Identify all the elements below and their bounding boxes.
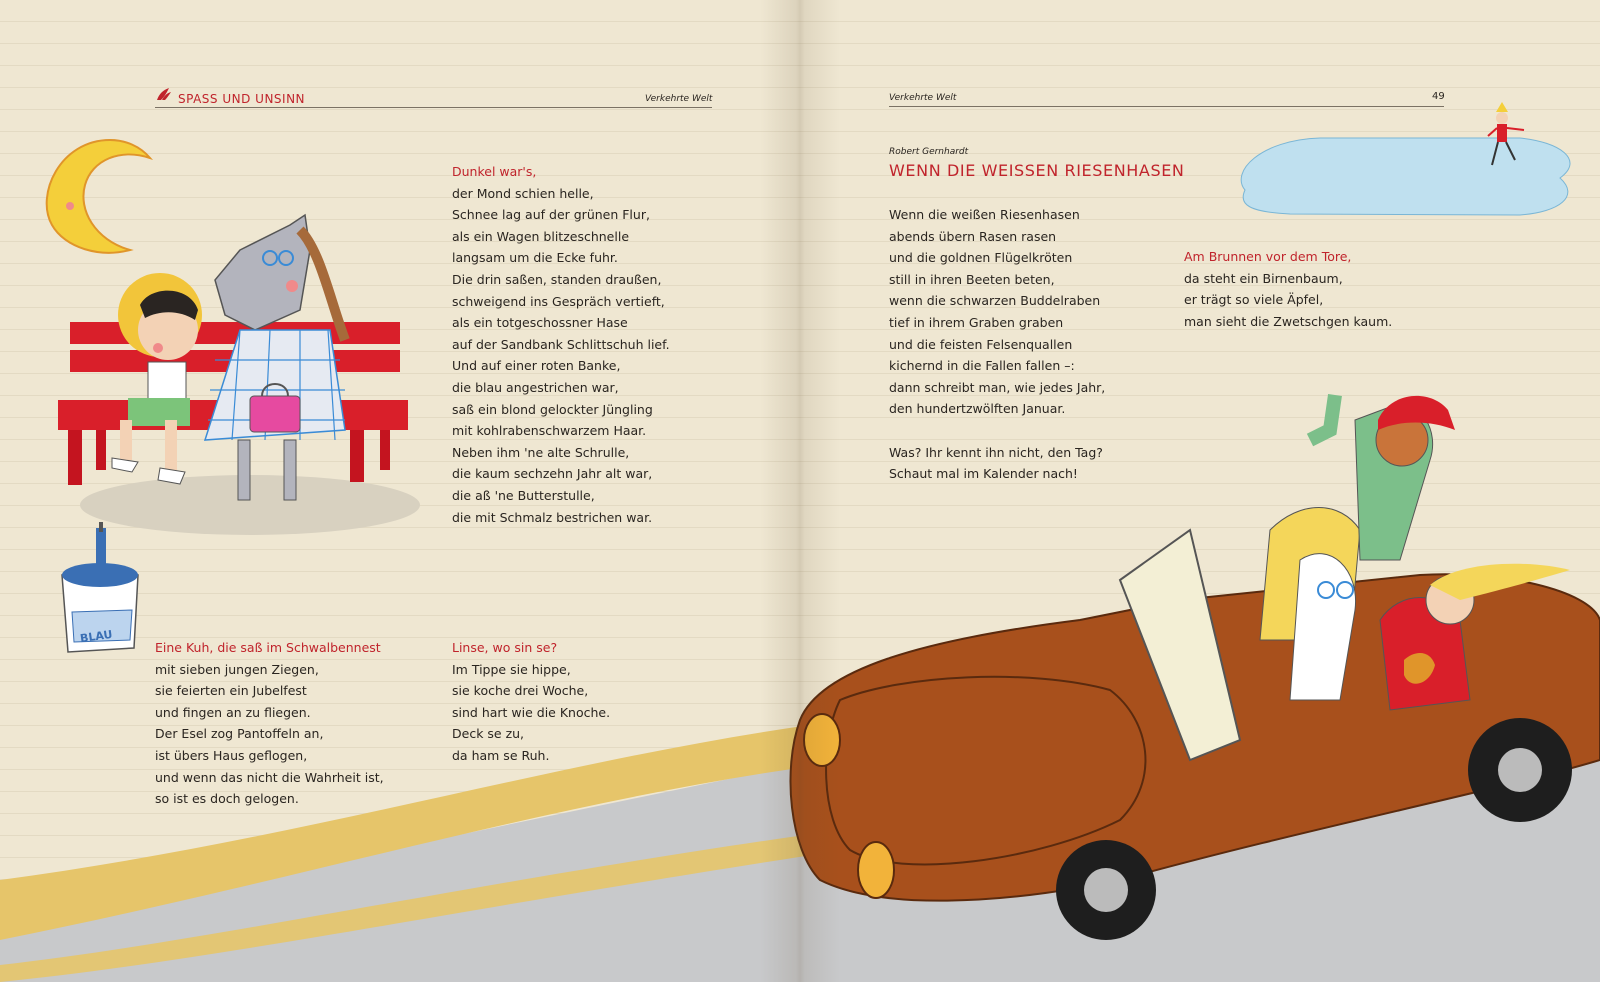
poem-line: Schaut mal im Kalender nach! [889,466,1078,482]
poem-line: auf der Sandbank Schlittschuh lief. [452,336,670,352]
running-head: SPASS UND UNSINN [178,92,306,106]
poem-line: und wenn das nicht die Wahrheit ist, [155,769,384,785]
poem-line: Dunkel war's, [452,164,537,179]
poem-line: als ein totgeschossner Hase [452,315,628,331]
poem-line: abends übern Rasen rasen [889,228,1057,244]
poem-kuh [155,637,384,810]
poem-line: tief in ihrem Graben graben [889,314,1064,330]
header-rule [155,107,712,108]
poem-line: Und auf einer roten Banke, [452,358,621,374]
poem-title: WENN DIE WEISSEN RIESENHASEN [889,161,1185,180]
poem-line: sie koche drei Woche, [452,683,589,699]
running-subtitle: Verkehrte Welt [889,93,957,103]
paint-pot-label: BLAU [79,627,114,646]
poem-line: wenn die schwarzen Buddelraben [889,293,1101,309]
poem-line: so ist es doch gelogen. [155,791,299,807]
poem-dunkel [452,161,670,528]
poem-line: still in ihren Beeten beten, [889,271,1055,287]
poem-line: Die drin saßen, standen draußen, [452,271,662,287]
poem-line: Deck se zu, [452,726,525,742]
poem-line: mit sieben jungen Ziegen, [155,661,319,677]
poem-line: Linse, wo sin se? [452,640,558,655]
poem-line: man sieht die Zwetschgen kaum. [1184,313,1393,329]
poem-line: da ham se Ruh. [452,747,550,763]
poem-line: als ein Wagen blitzeschnelle [452,228,630,244]
poem-line: Wenn die weißen Riesenhasen [889,207,1080,222]
poem-line: und die goldnen Flügelkröten [889,250,1073,266]
poem-line: sie feierten ein Jubelfest [155,683,307,699]
poem-line: Im Tippe sie hippe, [452,661,571,677]
page-number: 49 [1432,91,1445,102]
poem-line: da steht ein Birnenbaum, [1184,270,1343,286]
poem-brunnen [1184,246,1392,332]
section-logo-icon [155,86,173,102]
poem-line: Neben ihm 'ne alte Schrulle, [452,444,630,460]
poem-line: Der Esel zog Pantoffeln an, [155,726,324,742]
poem-line: die aß 'ne Butterstulle, [452,487,595,503]
right-page [800,0,1600,982]
poem-riesenhasen [889,204,1105,485]
poem-line: mit kohlrabenschwarzem Haar. [452,423,647,439]
poem-line: saß ein blond gelockter Jüngling [452,401,653,417]
poem-line: und die feisten Felsenquallen [889,336,1073,352]
poem-line: der Mond schien helle, [452,185,594,201]
poem-line: den hundertzwölften Januar. [889,401,1066,417]
poem-line: er trägt so viele Äpfel, [1184,292,1324,308]
poem-line: die kaum sechzehn Jahr alt war, [452,466,653,482]
poem-line: sind hart wie die Knoche. [452,704,611,720]
poem-line: Schnee lag auf der grünen Flur, [452,207,650,223]
poem-line: dann schreibt man, wie jedes Jahr, [889,379,1106,395]
running-subtitle: Verkehrte Welt [645,94,713,104]
poem-line: kichernd in die Fallen fallen –: [889,358,1075,374]
poem-line: Am Brunnen vor dem Tore, [1184,249,1352,264]
poem-line: Eine Kuh, die saß im Schwalbennest [155,640,381,655]
header-rule [889,106,1444,107]
poem-line: ist übers Haus geflogen, [155,747,308,763]
poem-linse [452,637,610,767]
poem-line: Was? Ihr kennt ihn nicht, den Tag? [889,444,1103,460]
poem-line: schweigend ins Gespräch vertieft, [452,293,665,309]
poem-line: und fingen an zu fliegen. [155,704,311,720]
poem-line: die blau angestrichen war, [452,379,619,395]
poem-line: die mit Schmalz bestrichen war. [452,509,653,525]
poem-author: Robert Gernhardt [889,147,969,157]
poem-line: langsam um die Ecke fuhr. [452,250,618,266]
stanza-gap [889,420,1105,442]
